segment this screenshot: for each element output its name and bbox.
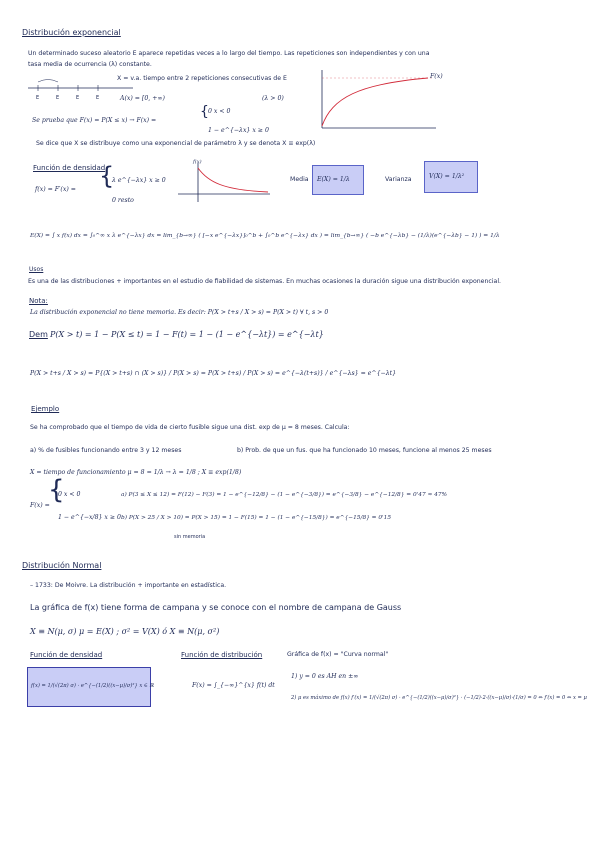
mean-formula: E(X) = 1/λ xyxy=(317,176,350,183)
example-text: Se ha comprobado que el tiempo de vida de cierto fusible sigue una dist. exp de μ = 8 meses. Calcula: xyxy=(30,424,350,431)
density-case-2: 0 resto xyxy=(112,197,134,204)
lambda-condition: (λ > 0) xyxy=(262,95,284,102)
proof-line: P(X > t) = 1 − P(X ≤ t) = 1 − F(t) = 1 − (1 − e^{−λt}) = e^{−λt} xyxy=(50,330,324,339)
cdf-derivation: Se prueba que F(x) = P(X ≤ x) → F(x) = xyxy=(32,117,157,124)
expectation-calculation: E(X) = ∫ x f(x) dx = ∫₀^∞ x λ e^{−λx} dx = lim_{b→∞} ( [−x e^{−λx}]₀^b + ∫₀^b e^{−λx} dx ) = lim_{b→∞} ( −b e^{−λb} − (1/λ)(e^{−λb} − 1) ) = 1/λ xyxy=(30,233,500,239)
timeline-label-e4: E xyxy=(96,95,100,101)
density-title: Función de densidad xyxy=(33,164,106,172)
normal-intro: – 1733: De Moivre. La distribución + importante en estadística. xyxy=(30,582,227,589)
variance-label: Varianza xyxy=(385,176,412,183)
example-cdf-case-1: 0 x < 0 xyxy=(58,491,81,498)
x-definition: X = v.a. tiempo entre 2 repeticiones consecutivas de E xyxy=(117,75,287,82)
proof-fraction: P(X > t+s / X > s) = P{(X > t+s) ∩ (X > s)} / P(X > s) = P(X > t+s) / P(X > s) = e^{−λ(t+s)} / e^{−λs} = e^{−λt} xyxy=(30,370,397,377)
intro-line-2: tasa media de ocurrencia (λ) constante. xyxy=(28,61,152,68)
support-definition: A(x) = [0, +∞) xyxy=(120,95,165,102)
normal-intro-2: La gráfica de f(x) tiene forma de campana y se conoce con el nombre de campana de Gauss xyxy=(30,603,402,612)
example-cdf-label: F(x) = xyxy=(30,502,50,509)
example-question-a: a) % de fusibles funcionando entre 3 y 12 meses xyxy=(30,447,182,454)
section-title-normal: Distribución Normal xyxy=(22,561,102,570)
example-brace-icon: { xyxy=(48,475,65,505)
density-graph-label: f(x) xyxy=(193,159,202,165)
note-text: La distribución exponencial no tiene memoria. Es decir: P(X > t+s / X > s) = P(X > t) ∀ t, s > 0 xyxy=(30,309,329,316)
variance-formula: V(X) = 1/λ² xyxy=(429,173,465,180)
example-note-memoryless: sin memoria xyxy=(174,534,206,540)
normal-parameters: X ≡ N(μ, σ) μ = E(X) ; σ² = V(X) ó X ≡ N(μ, σ²) xyxy=(30,627,220,636)
density-graph xyxy=(178,160,273,206)
timeline-label-e3: E xyxy=(76,95,80,101)
timeline-label-e1: E xyxy=(36,95,40,101)
cdf-graph xyxy=(318,68,438,130)
example-answer-b: b) P(X > 25 / X > 10) = P(X > 15) = 1 − F(15) = 1 − (1 − e^{−15/8}) = e^{−15/8} = 0'15 xyxy=(121,515,392,521)
timeline-label-e2: E xyxy=(56,95,60,101)
normal-graph-title: Gráfica de f(x) = "Curva normal" xyxy=(287,651,389,658)
cdf-case-1: 0 x < 0 xyxy=(208,108,231,115)
example-definition: X = tiempo de funcionamiento μ = 8 = 1/λ → λ = 1/8 ; X ≡ exp(1/8) xyxy=(30,469,242,476)
cdf-brace-icon: { xyxy=(200,104,209,120)
normal-density-title: Función de densidad xyxy=(30,651,103,659)
exp-conclusion: Se dice que X se distribuye como una exponencial de parámetro λ y se denota X ≡ exp(λ) xyxy=(36,140,316,147)
cdf-case-2: 1 − e^{−λx} x ≥ 0 xyxy=(208,127,269,134)
uses-title: Usos xyxy=(29,266,44,273)
density-case-1: λ e^{−λx} x ≥ 0 xyxy=(112,177,166,184)
density-brace-icon: { xyxy=(99,162,115,190)
intro-line-1: Un determinado suceso aleatorio E aparece repetidas veces a lo largo del tiempo. Las repeticiones son independientes y con una xyxy=(28,50,430,57)
section-title-exponential: Distribución exponencial xyxy=(22,28,121,37)
cdf-graph-label: F(x) xyxy=(430,73,443,80)
normal-cdf-formula: F(x) = ∫_{−∞}^{x} f(t) dt xyxy=(192,682,275,689)
normal-density-formula: f(x) = 1/(√(2π) σ) · e^{−(1/2)((x−μ)/σ)²} x ∈ ℝ xyxy=(31,683,154,689)
uses-text: Es una de las distribuciones + importantes en el estudio de fiabilidad de sistemas. En muchas ocasiones la duración sigue una distribución exponencial. xyxy=(28,278,502,285)
example-answer-a: a) P(3 ≤ X ≤ 12) = F(12) − F(3) = 1 − e^{−12/8} − (1 − e^{−3/8}) = e^{−3/8} − e^{−12/8} = 0'47 ≈ 47% xyxy=(121,492,448,498)
note-title: Nota: xyxy=(29,297,48,305)
density-definition: f(x) = F′(x) = xyxy=(35,186,76,193)
normal-graph-point-1: 1) y = 0 es AH en ±∞ xyxy=(291,673,359,680)
proof-label: Dem xyxy=(29,330,48,339)
example-title: Ejemplo xyxy=(31,405,60,413)
normal-cdf-title: Función de distribución xyxy=(181,651,263,659)
normal-graph-point-2: 2) μ es máximo de f(x) f′(x) = 1/(√(2π) σ) · e^{−(1/2)((x−μ)/σ)²} · (−1/2)·2·((x−μ)/σ)·(1/σ) = 0 ⇔ f′(x) = 0 ⇔ x = μ xyxy=(291,695,587,701)
example-question-b: b) Prob. de que un fus. que ha funcionado 10 meses, funcione al menos 25 meses xyxy=(237,447,492,454)
example-cdf-case-2: 1 − e^{−x/8} x ≥ 0 xyxy=(58,514,121,521)
mean-label: Media xyxy=(290,176,309,183)
